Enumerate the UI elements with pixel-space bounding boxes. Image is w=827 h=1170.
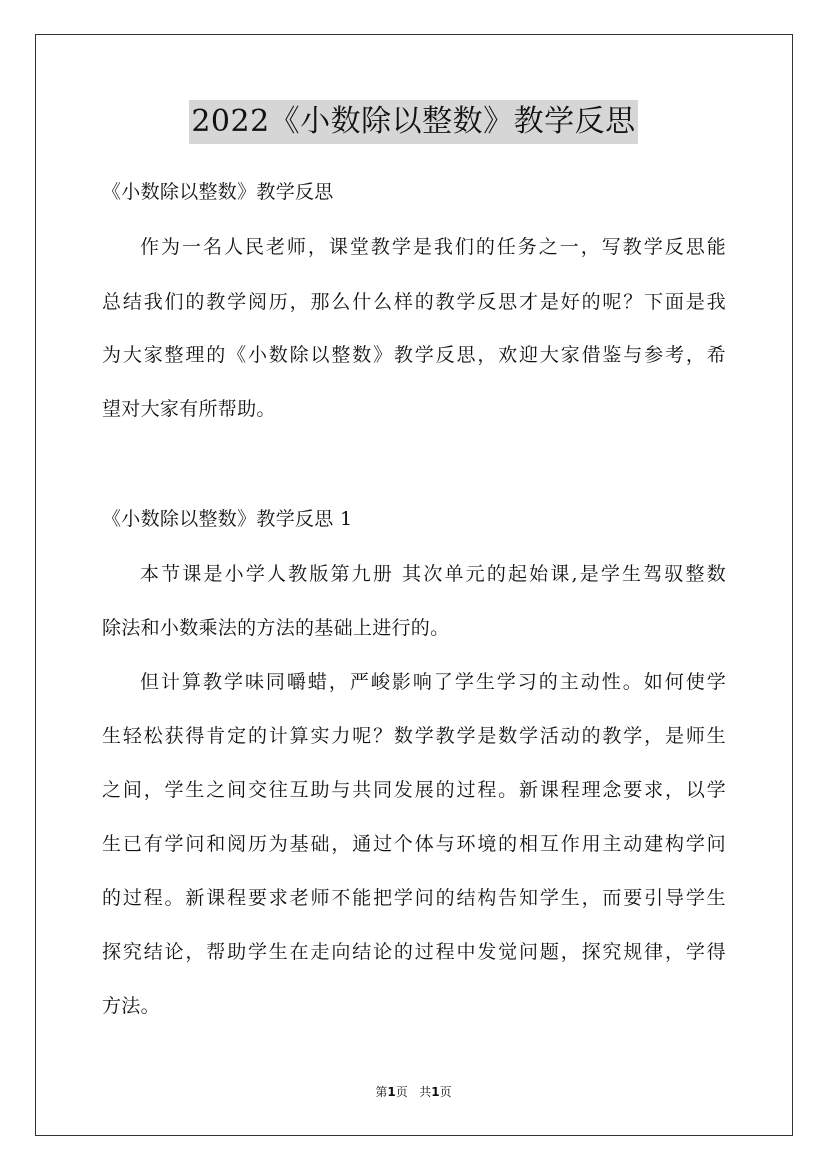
footer-total-prefix: 共 xyxy=(419,1085,432,1099)
section-heading-1: 《小数除以整数》教学反思 1 xyxy=(102,508,353,530)
footer-page-suffix: 页 xyxy=(395,1085,408,1099)
para2-line-5: 的过程。新课程要求老师不能把学问的结构告知学生，而要引导学生 xyxy=(102,887,726,909)
intro-line-3: 为大家整理的《小数除以整数》教学反思，欢迎大家借鉴与参考，希 xyxy=(102,344,726,366)
para1-line-1: 本节课是小学人教版第九册 其次单元的起始课,是学生驾驭整数 xyxy=(140,563,726,585)
para2-line-1: 但计算教学味同嚼蜡，严峻影响了学生学习的主动性。如何使学 xyxy=(140,671,726,693)
para2-line-7: 方法。 xyxy=(102,995,160,1017)
footer-total-suffix: 页 xyxy=(439,1085,452,1099)
footer-total-number: 1 xyxy=(431,1085,440,1099)
footer-page-number: 1 xyxy=(387,1085,396,1099)
section-heading: 《小数除以整数》教学反思 xyxy=(102,181,334,203)
intro-line-4: 望对大家有所帮助。 xyxy=(102,398,276,420)
para2-line-4: 生已有学问和阅历为基础，通过个体与环境的相互作用主动建构学问 xyxy=(102,833,726,855)
title-container xyxy=(0,100,827,144)
para2-line-2: 生轻松获得肯定的计算实力呢？数学教学是数学活动的教学，是师生 xyxy=(102,725,726,747)
document-title: 2022《小数除以整数》教学反思 xyxy=(189,100,637,144)
para2-line-3: 之间，学生之间交往互助与共同发展的过程。新课程理念要求，以学 xyxy=(102,779,726,801)
para2-line-6: 探究结论，帮助学生在走向结论的过程中发觉问题，探究规律，学得 xyxy=(102,941,726,963)
intro-line-2: 总结我们的教学阅历，那么什么样的教学反思才是好的呢？下面是我 xyxy=(102,291,726,313)
page-footer xyxy=(0,1083,827,1100)
intro-line-1: 作为一名人民老师，课堂教学是我们的任务之一，写教学反思能 xyxy=(140,236,726,258)
para1-line-2: 除法和小数乘法的方法的基础上进行的。 xyxy=(102,617,450,639)
footer-page-prefix: 第 xyxy=(375,1085,388,1099)
